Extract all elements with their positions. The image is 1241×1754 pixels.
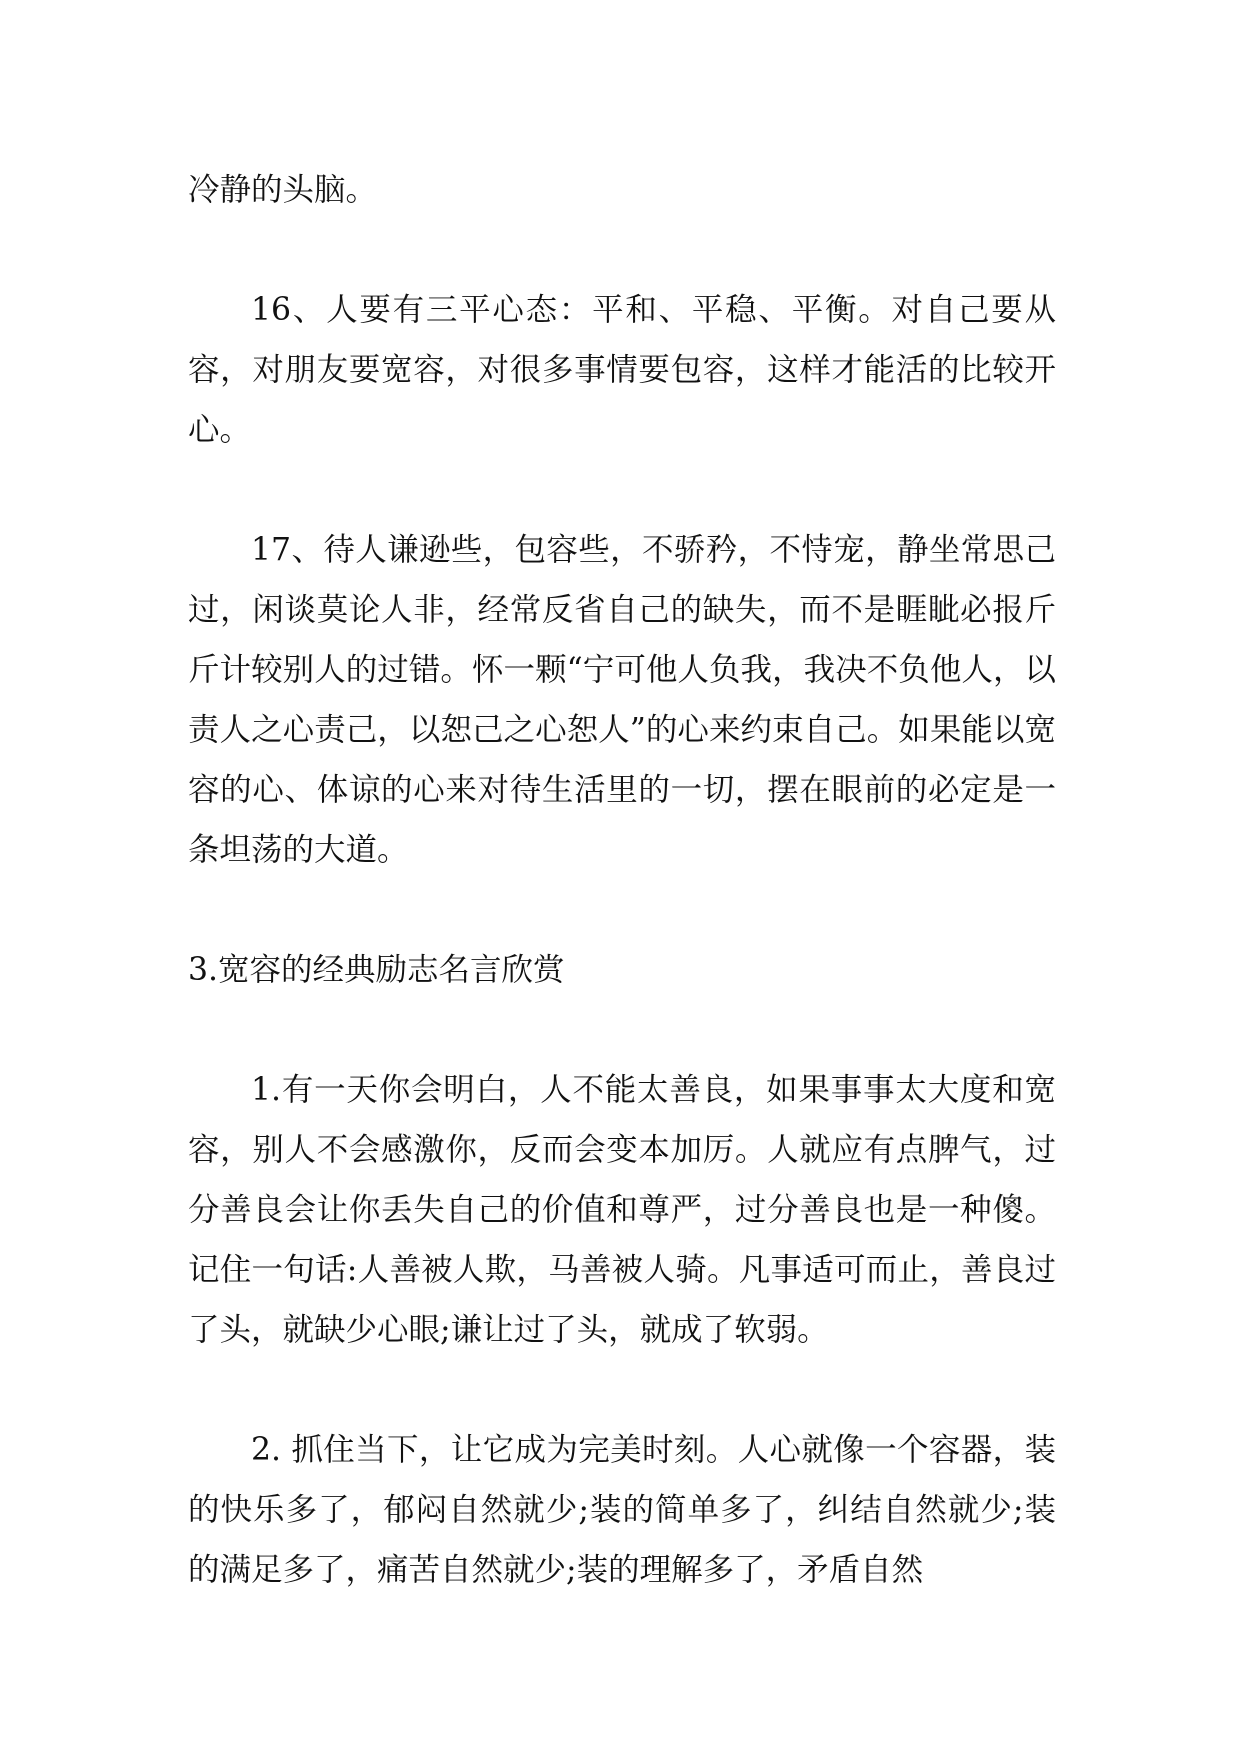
paragraph-item-16: 16、人要有三平心态：平和、平稳、平衡。对自己要从容，对朋友要宽容，对很多事情要包容，这样才能活的比较开心。 [188, 292, 1056, 448]
paragraph-quote-2: 2. 抓住当下，让它成为完美时刻。人心就像一个容器，装的快乐多了，郁闷自然就少;装的简单多了，纠结自然就少;装的满足多了，痛苦自然就少;装的理解多了，矛盾自然 [188, 1432, 1056, 1588]
paragraph-gap [188, 460, 1056, 520]
document-body [188, 160, 1056, 1600]
paragraph-continuation: 冷静的头脑。 [188, 172, 378, 208]
paragraph-item-17: 17、待人谦逊些，包容些，不骄矜，不恃宠，静坐常思己过，闲谈莫论人非，经常反省自己的缺失，而不是睚眦必报斤斤计较别人的过错。怀一颗“宁可他人负我，我决不负他人，以责人之心责己，以恕己之心恕人”的心来约束自己。如果能以宽容的心、体谅的心来对待生活里的一切，摆在眼前的必定是一条坦荡的大道。 [188, 532, 1056, 868]
paragraph-gap [188, 220, 1056, 280]
paragraph-gap [188, 880, 1056, 940]
paragraph-quote-1: 1.有一天你会明白，人不能太善良，如果事事太大度和宽容，别人不会感激你，反而会变本加厉。人就应有点脾气，过分善良会让你丢失自己的价值和尊严，过分善良也是一种傻。记住一句话:人善被人欺，马善被人骑。凡事适可而止，善良过了头，就缺少心眼;谦让过了头，就成了软弱。 [188, 1072, 1056, 1348]
paragraph-gap [188, 1000, 1056, 1060]
section-heading: 3.宽容的经典励志名言欣赏 [188, 952, 565, 988]
paragraph-gap [188, 1360, 1056, 1420]
